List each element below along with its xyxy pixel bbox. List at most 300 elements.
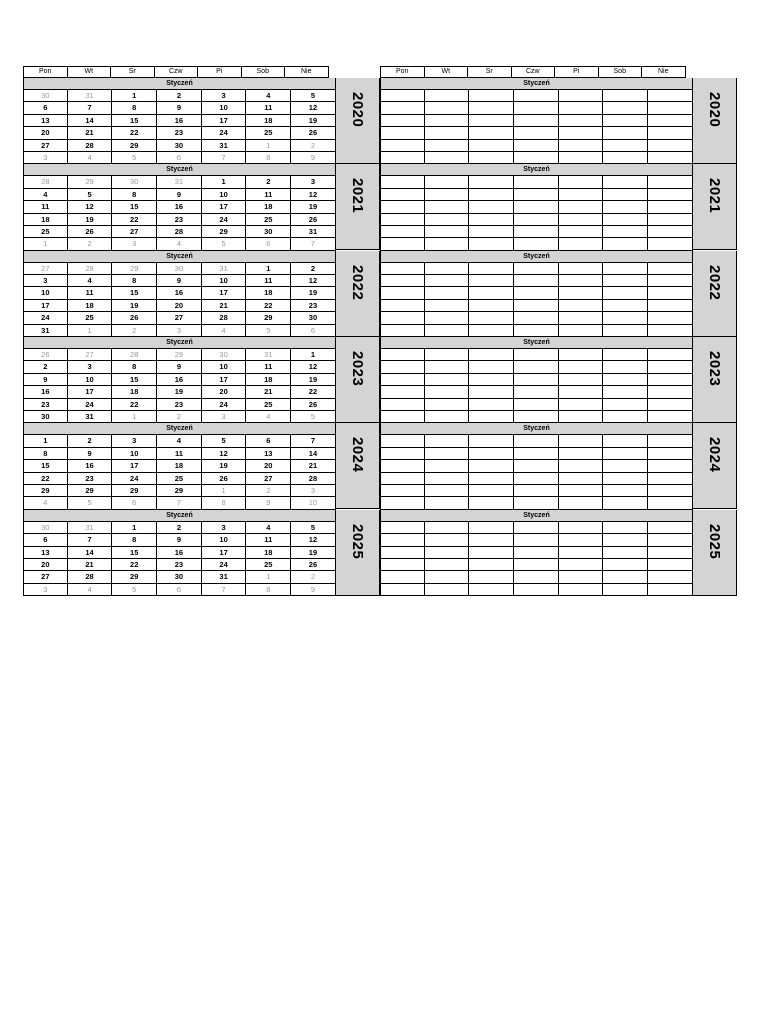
day-cell: 17 <box>202 374 247 386</box>
day-cell: 4 <box>246 411 291 423</box>
empty-day-cell <box>380 559 425 571</box>
empty-day-cell <box>648 559 693 571</box>
week-row <box>380 176 693 188</box>
day-cell: 3 <box>202 90 247 102</box>
day-cell: 5 <box>112 584 157 596</box>
empty-day-cell <box>380 152 425 164</box>
day-cell: 9 <box>291 152 336 164</box>
year-label: 2024 <box>349 437 366 473</box>
day-cell: 29 <box>112 485 157 497</box>
day-cell: 21 <box>68 559 113 571</box>
empty-day-cell <box>425 127 470 139</box>
week-row <box>380 473 693 485</box>
month-grid <box>23 510 336 596</box>
week-row <box>23 287 336 299</box>
empty-day-cell <box>469 312 514 324</box>
day-cell: 28 <box>112 349 157 361</box>
week-row <box>23 584 336 596</box>
week-row <box>23 349 336 361</box>
empty-day-cell <box>559 300 604 312</box>
week-row <box>380 201 693 213</box>
day-cell: 30 <box>23 522 68 534</box>
empty-day-cell <box>603 275 648 287</box>
day-cell: 3 <box>291 176 336 188</box>
day-cell: 26 <box>291 127 336 139</box>
day-cell: 1 <box>291 349 336 361</box>
weekday-header: Nie <box>641 66 686 78</box>
empty-day-cell <box>603 435 648 447</box>
empty-day-cell <box>380 534 425 546</box>
day-cell: 11 <box>246 102 291 114</box>
week-row <box>23 473 336 485</box>
day-cell: 12 <box>291 102 336 114</box>
empty-day-cell <box>380 473 425 485</box>
day-cell: 15 <box>112 374 157 386</box>
day-cell: 19 <box>291 115 336 127</box>
empty-day-cell <box>514 201 559 213</box>
day-cell: 2 <box>112 325 157 337</box>
day-cell: 19 <box>68 214 113 226</box>
week-row <box>380 349 693 361</box>
day-cell: 28 <box>23 176 68 188</box>
year-block <box>380 78 723 164</box>
empty-day-cell <box>514 374 559 386</box>
week-row <box>23 411 336 423</box>
week-row <box>23 361 336 373</box>
day-cell: 5 <box>68 189 113 201</box>
week-row <box>380 399 693 411</box>
day-cell: 24 <box>202 214 247 226</box>
empty-day-cell <box>603 584 648 596</box>
day-cell: 23 <box>157 559 202 571</box>
empty-day-cell <box>603 214 648 226</box>
day-cell: 8 <box>112 361 157 373</box>
empty-day-cell <box>603 90 648 102</box>
month-header: Styczeń <box>23 164 336 176</box>
empty-day-cell <box>425 485 470 497</box>
week-row <box>23 460 336 472</box>
empty-day-cell <box>603 497 648 509</box>
empty-day-cell <box>603 263 648 275</box>
empty-day-cell <box>380 275 425 287</box>
empty-day-cell <box>469 460 514 472</box>
day-cell: 15 <box>112 287 157 299</box>
right-year-blocks <box>380 78 723 596</box>
day-cell: 23 <box>23 399 68 411</box>
empty-day-cell <box>559 485 604 497</box>
day-cell: 15 <box>112 115 157 127</box>
month-grid <box>23 337 336 423</box>
empty-day-cell <box>425 374 470 386</box>
day-cell: 23 <box>157 214 202 226</box>
week-row <box>380 238 693 250</box>
day-cell: 4 <box>23 189 68 201</box>
week-row <box>23 176 336 188</box>
day-cell: 7 <box>68 102 113 114</box>
month-grid <box>380 164 693 250</box>
day-cell: 16 <box>68 460 113 472</box>
day-cell: 10 <box>202 361 247 373</box>
week-row <box>380 547 693 559</box>
empty-day-cell <box>648 485 693 497</box>
empty-day-cell <box>559 522 604 534</box>
empty-day-cell <box>425 312 470 324</box>
weekday-header-row <box>23 66 336 78</box>
empty-day-cell <box>603 361 648 373</box>
empty-day-cell <box>425 102 470 114</box>
empty-day-cell <box>603 115 648 127</box>
empty-day-cell <box>469 448 514 460</box>
day-cell: 5 <box>202 435 247 447</box>
empty-day-cell <box>648 411 693 423</box>
empty-day-cell <box>648 127 693 139</box>
empty-day-cell <box>603 201 648 213</box>
day-cell: 28 <box>68 140 113 152</box>
day-cell: 28 <box>68 263 113 275</box>
empty-day-cell <box>648 497 693 509</box>
empty-day-cell <box>425 435 470 447</box>
empty-day-cell <box>514 386 559 398</box>
empty-day-cell <box>469 374 514 386</box>
empty-day-cell <box>380 571 425 583</box>
week-row <box>380 127 693 139</box>
day-cell: 8 <box>23 448 68 460</box>
day-cell: 6 <box>23 102 68 114</box>
day-cell: 19 <box>202 460 247 472</box>
day-cell: 1 <box>112 90 157 102</box>
empty-day-cell <box>603 176 648 188</box>
month-header: Styczeń <box>23 423 336 435</box>
day-cell: 26 <box>291 399 336 411</box>
day-cell: 10 <box>112 448 157 460</box>
empty-day-cell <box>469 287 514 299</box>
day-cell: 12 <box>291 189 336 201</box>
day-cell: 28 <box>291 473 336 485</box>
empty-day-cell <box>469 325 514 337</box>
day-cell: 4 <box>68 584 113 596</box>
empty-day-cell <box>425 584 470 596</box>
day-cell: 26 <box>291 559 336 571</box>
empty-day-cell <box>603 189 648 201</box>
month-header: Styczeń <box>380 78 693 90</box>
day-cell: 19 <box>291 374 336 386</box>
day-cell: 5 <box>291 522 336 534</box>
year-label: 2020 <box>349 92 366 128</box>
empty-day-cell <box>648 473 693 485</box>
year-block <box>23 337 366 423</box>
week-row <box>380 386 693 398</box>
empty-day-cell <box>469 90 514 102</box>
empty-day-cell <box>603 312 648 324</box>
empty-day-cell <box>648 201 693 213</box>
week-row <box>23 571 336 583</box>
empty-day-cell <box>559 325 604 337</box>
day-cell: 18 <box>23 214 68 226</box>
empty-day-cell <box>648 325 693 337</box>
day-cell: 3 <box>23 152 68 164</box>
day-cell: 3 <box>23 275 68 287</box>
year-label-cell <box>335 423 380 509</box>
empty-day-cell <box>559 287 604 299</box>
day-cell: 15 <box>112 201 157 213</box>
day-cell: 14 <box>68 547 113 559</box>
week-row <box>23 214 336 226</box>
empty-day-cell <box>380 189 425 201</box>
day-cell: 3 <box>112 435 157 447</box>
month-header: Styczeń <box>380 164 693 176</box>
day-cell: 6 <box>246 238 291 250</box>
month-header: Styczeń <box>380 337 693 349</box>
week-row <box>380 189 693 201</box>
empty-day-cell <box>514 140 559 152</box>
year-label-cell <box>692 510 737 596</box>
day-cell: 18 <box>112 386 157 398</box>
empty-day-cell <box>514 226 559 238</box>
week-row <box>380 485 693 497</box>
day-cell: 17 <box>202 115 247 127</box>
empty-day-cell <box>380 349 425 361</box>
day-cell: 4 <box>157 435 202 447</box>
day-cell: 8 <box>112 189 157 201</box>
empty-day-cell <box>469 127 514 139</box>
empty-day-cell <box>603 571 648 583</box>
year-block <box>23 78 366 164</box>
empty-day-cell <box>425 287 470 299</box>
month-grid <box>380 423 693 509</box>
empty-day-cell <box>425 460 470 472</box>
month-header: Styczeń <box>23 510 336 522</box>
week-row <box>380 448 693 460</box>
week-row <box>23 115 336 127</box>
year-block <box>23 423 366 509</box>
day-cell: 25 <box>23 226 68 238</box>
empty-day-cell <box>648 435 693 447</box>
day-cell: 4 <box>157 238 202 250</box>
week-row <box>23 399 336 411</box>
empty-day-cell <box>514 349 559 361</box>
day-cell: 17 <box>202 287 247 299</box>
empty-day-cell <box>469 547 514 559</box>
day-cell: 23 <box>157 127 202 139</box>
day-cell: 4 <box>23 497 68 509</box>
weekday-header: Pi <box>197 66 242 78</box>
empty-day-cell <box>559 275 604 287</box>
year-block <box>380 337 723 423</box>
empty-day-cell <box>469 399 514 411</box>
empty-day-cell <box>603 460 648 472</box>
empty-day-cell <box>603 226 648 238</box>
empty-day-cell <box>380 226 425 238</box>
empty-day-cell <box>559 559 604 571</box>
day-cell: 9 <box>157 534 202 546</box>
empty-day-cell <box>514 176 559 188</box>
empty-day-cell <box>559 115 604 127</box>
empty-day-cell <box>559 152 604 164</box>
empty-day-cell <box>559 571 604 583</box>
empty-day-cell <box>648 374 693 386</box>
empty-day-cell <box>514 90 559 102</box>
day-cell: 1 <box>202 485 247 497</box>
day-cell: 14 <box>291 448 336 460</box>
empty-day-cell <box>425 152 470 164</box>
week-row <box>23 448 336 460</box>
day-cell: 16 <box>157 201 202 213</box>
empty-day-cell <box>559 238 604 250</box>
empty-day-cell <box>514 399 559 411</box>
week-row <box>380 559 693 571</box>
year-label: 2020 <box>706 92 723 128</box>
month-header: Styczeń <box>380 251 693 263</box>
week-row <box>380 522 693 534</box>
week-row <box>380 374 693 386</box>
empty-day-cell <box>469 411 514 423</box>
empty-day-cell <box>559 411 604 423</box>
day-cell: 30 <box>157 140 202 152</box>
day-cell: 3 <box>202 522 247 534</box>
week-row <box>23 374 336 386</box>
day-cell: 24 <box>23 312 68 324</box>
empty-day-cell <box>380 399 425 411</box>
day-cell: 1 <box>68 325 113 337</box>
day-cell: 31 <box>202 263 247 275</box>
week-row <box>23 226 336 238</box>
year-label-cell <box>335 510 380 596</box>
day-cell: 4 <box>202 325 247 337</box>
day-cell: 6 <box>23 534 68 546</box>
week-row <box>23 497 336 509</box>
empty-day-cell <box>425 534 470 546</box>
day-cell: 11 <box>246 534 291 546</box>
empty-day-cell <box>380 497 425 509</box>
empty-day-cell <box>425 361 470 373</box>
weekday-header: Czw <box>154 66 199 78</box>
week-row <box>23 522 336 534</box>
week-row <box>23 90 336 102</box>
year-label-cell <box>692 337 737 423</box>
day-cell: 9 <box>23 374 68 386</box>
weekday-header: Nie <box>284 66 329 78</box>
day-cell: 9 <box>157 189 202 201</box>
empty-day-cell <box>514 547 559 559</box>
week-row <box>380 226 693 238</box>
day-cell: 12 <box>291 275 336 287</box>
day-cell: 18 <box>246 287 291 299</box>
week-row <box>23 312 336 324</box>
empty-day-cell <box>380 238 425 250</box>
day-cell: 25 <box>246 559 291 571</box>
week-row <box>380 361 693 373</box>
week-row <box>380 584 693 596</box>
day-cell: 13 <box>23 115 68 127</box>
empty-day-cell <box>469 201 514 213</box>
week-row <box>23 559 336 571</box>
empty-day-cell <box>648 547 693 559</box>
empty-day-cell <box>603 374 648 386</box>
weekday-header: Pon <box>380 66 425 78</box>
day-cell: 17 <box>202 547 247 559</box>
day-cell: 20 <box>23 127 68 139</box>
weekday-header-row <box>380 66 693 78</box>
day-cell: 11 <box>246 361 291 373</box>
empty-day-cell <box>469 189 514 201</box>
year-label-cell <box>335 164 380 250</box>
day-cell: 5 <box>68 497 113 509</box>
year-label-cell <box>692 164 737 250</box>
day-cell: 2 <box>246 485 291 497</box>
day-cell: 18 <box>246 201 291 213</box>
week-row <box>23 485 336 497</box>
day-cell: 29 <box>23 485 68 497</box>
empty-day-cell <box>514 115 559 127</box>
empty-day-cell <box>469 435 514 447</box>
day-cell: 8 <box>246 152 291 164</box>
day-cell: 27 <box>246 473 291 485</box>
right-calendar <box>380 66 723 596</box>
day-cell: 28 <box>202 312 247 324</box>
year-label: 2022 <box>349 264 366 301</box>
empty-day-cell <box>559 473 604 485</box>
empty-day-cell <box>380 127 425 139</box>
day-cell: 5 <box>291 90 336 102</box>
empty-day-cell <box>380 102 425 114</box>
day-cell: 10 <box>202 534 247 546</box>
empty-day-cell <box>559 399 604 411</box>
empty-day-cell <box>603 300 648 312</box>
week-row <box>23 386 336 398</box>
day-cell: 29 <box>112 140 157 152</box>
day-cell: 19 <box>291 547 336 559</box>
empty-day-cell <box>380 90 425 102</box>
week-row <box>380 140 693 152</box>
day-cell: 25 <box>157 473 202 485</box>
day-cell: 5 <box>202 238 247 250</box>
day-cell: 1 <box>246 140 291 152</box>
empty-day-cell <box>380 176 425 188</box>
week-row <box>23 547 336 559</box>
weekday-header: Sob <box>241 66 286 78</box>
empty-day-cell <box>469 214 514 226</box>
week-row <box>23 325 336 337</box>
week-row <box>23 263 336 275</box>
week-row <box>380 312 693 324</box>
year-block <box>23 251 366 337</box>
empty-day-cell <box>469 349 514 361</box>
day-cell: 1 <box>246 263 291 275</box>
day-cell: 12 <box>291 361 336 373</box>
day-cell: 31 <box>68 522 113 534</box>
day-cell: 10 <box>23 287 68 299</box>
empty-day-cell <box>514 473 559 485</box>
empty-day-cell <box>380 140 425 152</box>
year-block <box>380 510 723 596</box>
empty-day-cell <box>603 411 648 423</box>
empty-day-cell <box>514 238 559 250</box>
empty-day-cell <box>603 140 648 152</box>
day-cell: 15 <box>112 547 157 559</box>
day-cell: 30 <box>23 411 68 423</box>
empty-day-cell <box>603 547 648 559</box>
day-cell: 8 <box>246 584 291 596</box>
month-grid <box>23 251 336 337</box>
empty-day-cell <box>648 349 693 361</box>
empty-day-cell <box>603 238 648 250</box>
day-cell: 6 <box>112 497 157 509</box>
week-row <box>23 201 336 213</box>
empty-day-cell <box>425 571 470 583</box>
empty-day-cell <box>469 238 514 250</box>
empty-day-cell <box>648 300 693 312</box>
day-cell: 12 <box>202 448 247 460</box>
